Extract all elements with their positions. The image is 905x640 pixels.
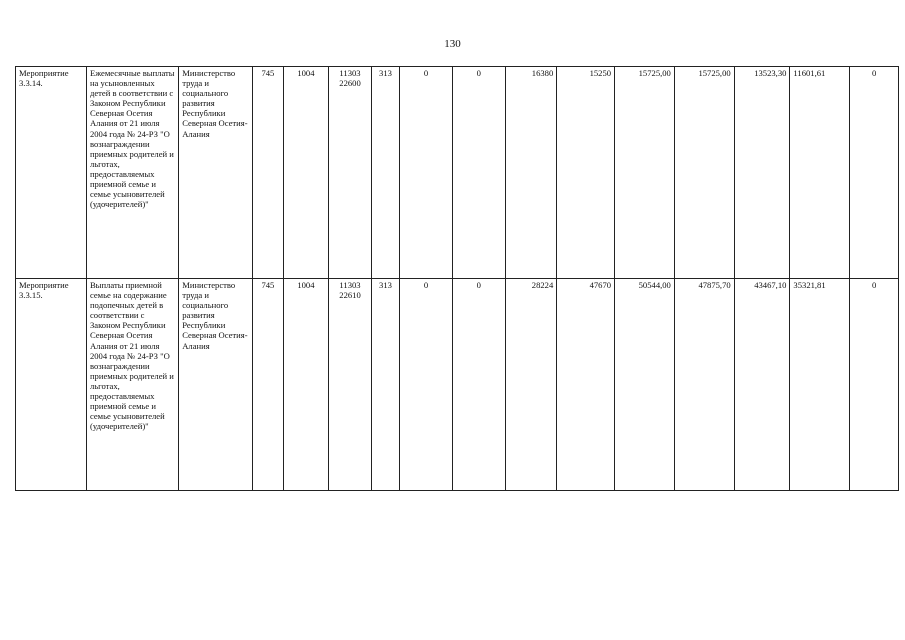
value-cell: 15725,00 [674, 67, 734, 279]
value-cell: 0 [452, 67, 505, 279]
value-cell: 15725,00 [615, 67, 675, 279]
csr-cell: 11303 22600 [329, 67, 372, 279]
value-cell: 47875,70 [674, 279, 734, 491]
value-cell: 11601,61 [790, 67, 850, 279]
activity-cell: Мероприятие 3.3.14. [16, 67, 87, 279]
description-cell: Выплаты приемной семье на содержание подопечных детей в соответствии с Законом Республики Северная Осетия Алания от 21 июля 2004 года № 24-РЗ "О вознаграждении приемных родителей и льготах, предоставляемых приемной семье и семье усыновителей (удочерителей)" [86, 279, 178, 491]
value-cell: 50544,00 [615, 279, 675, 491]
rzpr-cell: 1004 [283, 67, 329, 279]
page-number: 130 [444, 38, 461, 50]
value-cell: 0 [400, 67, 453, 279]
value-cell: 16380 [505, 67, 557, 279]
value-cell: 47670 [557, 279, 615, 491]
table-row [16, 67, 899, 279]
activity-cell: Мероприятие 3.3.15. [16, 279, 87, 491]
value-cell: 35321,81 [790, 279, 850, 491]
value-cell: 13523,30 [734, 67, 790, 279]
description-cell: Ежемесячные выплаты на усыновленных детей в соответствии с Законом Республики Северная Осетия Алания от 21 июля 2004 года № 24-РЗ "О вознаграждении приемных родителей и льготах, предоставляемых приемной семье и семье усыновителей (удочерителей)" [86, 67, 178, 279]
value-cell: 0 [400, 279, 453, 491]
table-row [16, 279, 899, 491]
budget-table [15, 66, 899, 491]
executor-cell: Министерство труда и социального развития Республики Северная Осетия-Алания [179, 67, 253, 279]
grbs-cell: 745 [253, 279, 283, 491]
value-cell: 43467,10 [734, 279, 790, 491]
value-cell: 0 [452, 279, 505, 491]
value-cell: 15250 [557, 67, 615, 279]
grbs-cell: 745 [253, 67, 283, 279]
value-cell: 0 [850, 279, 899, 491]
csr-cell: 11303 22610 [329, 279, 372, 491]
vr-cell: 313 [371, 67, 399, 279]
vr-cell: 313 [371, 279, 399, 491]
executor-cell: Министерство труда и социального развития Республики Северная Осетия-Алания [179, 279, 253, 491]
value-cell: 28224 [505, 279, 557, 491]
rzpr-cell: 1004 [283, 279, 329, 491]
value-cell: 0 [850, 67, 899, 279]
